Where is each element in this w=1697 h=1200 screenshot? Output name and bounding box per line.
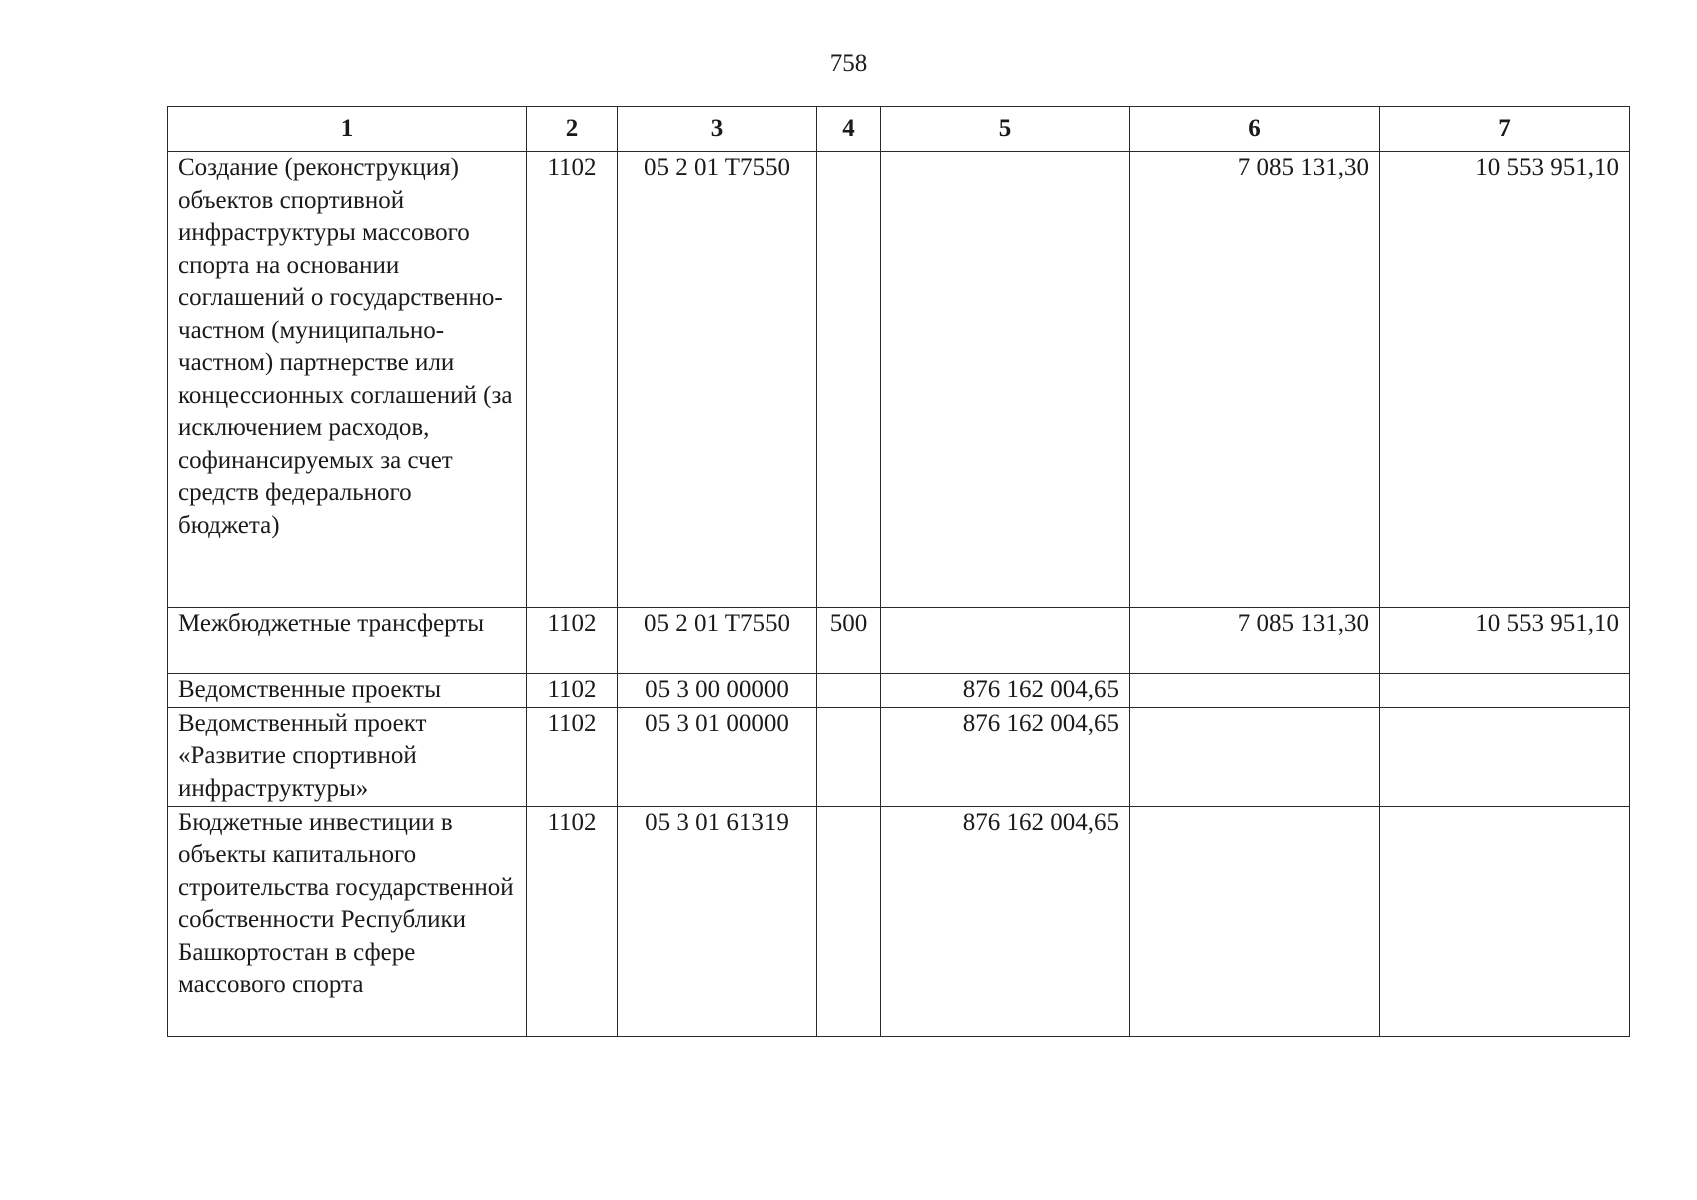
row-amount-col7 [1380, 707, 1630, 806]
row-amount-col6 [1130, 806, 1380, 1036]
row-amount-col6 [1130, 674, 1380, 708]
row-expense-type: 500 [817, 608, 881, 674]
row-section: 1102 [527, 152, 618, 608]
row-expense-type [817, 152, 881, 608]
row-expense-type [817, 806, 881, 1036]
row-amount-col6: 7 085 131,30 [1130, 608, 1380, 674]
row-section: 1102 [527, 674, 618, 708]
header-col-1: 1 [168, 107, 527, 152]
row-amount-col5: 876 162 004,65 [881, 806, 1130, 1036]
row-amount-col7: 10 553 951,10 [1380, 608, 1630, 674]
row-target-article: 05 2 01 T7550 [618, 152, 817, 608]
row-target-article: 05 3 01 61319 [618, 806, 817, 1036]
row-name: Межбюджетные трансферты [168, 608, 527, 674]
row-amount-col5: 876 162 004,65 [881, 707, 1130, 806]
row-amount-col7 [1380, 674, 1630, 708]
row-amount-col5 [881, 608, 1130, 674]
table-row [168, 152, 1630, 608]
budget-table [167, 106, 1630, 1037]
header-col-5: 5 [881, 107, 1130, 152]
header-col-6: 6 [1130, 107, 1380, 152]
row-name: Бюджетные инвестиции в объекты капитального строительства государственной собственности Республики Башкортостан в сфере массового спорта [168, 806, 527, 1036]
row-target-article: 05 3 01 00000 [618, 707, 817, 806]
row-expense-type [817, 707, 881, 806]
row-amount-col5: 876 162 004,65 [881, 674, 1130, 708]
row-target-article: 05 3 00 00000 [618, 674, 817, 708]
row-amount-col6 [1130, 707, 1380, 806]
row-amount-col7 [1380, 806, 1630, 1036]
table-row [168, 806, 1630, 1036]
row-section: 1102 [527, 707, 618, 806]
row-name: Создание (реконструкция) объектов спортивной инфраструктуры массового спорта на основании соглашений о государственно-частном (муниципально-частном) партнерстве или концессионных соглашений (за исключением расходов, софинансируемых за счет средств федерального бюджета) [168, 152, 527, 608]
row-target-article: 05 2 01 T7550 [618, 608, 817, 674]
header-row [168, 107, 1630, 152]
row-section: 1102 [527, 806, 618, 1036]
table-row [168, 608, 1630, 674]
header-col-3: 3 [618, 107, 817, 152]
row-section: 1102 [527, 608, 618, 674]
row-amount-col7: 10 553 951,10 [1380, 152, 1630, 608]
row-amount-col6: 7 085 131,30 [1130, 152, 1380, 608]
table-row [168, 674, 1630, 708]
header-col-2: 2 [527, 107, 618, 152]
page-number: 758 [829, 50, 868, 77]
header-col-4: 4 [817, 107, 881, 152]
table-row [168, 707, 1630, 806]
row-name: Ведомственные проекты [168, 674, 527, 708]
row-name: Ведомственный проект «Развитие спортивной инфраструктуры» [168, 707, 527, 806]
row-amount-col5 [881, 152, 1130, 608]
header-col-7: 7 [1380, 107, 1630, 152]
row-expense-type [817, 674, 881, 708]
